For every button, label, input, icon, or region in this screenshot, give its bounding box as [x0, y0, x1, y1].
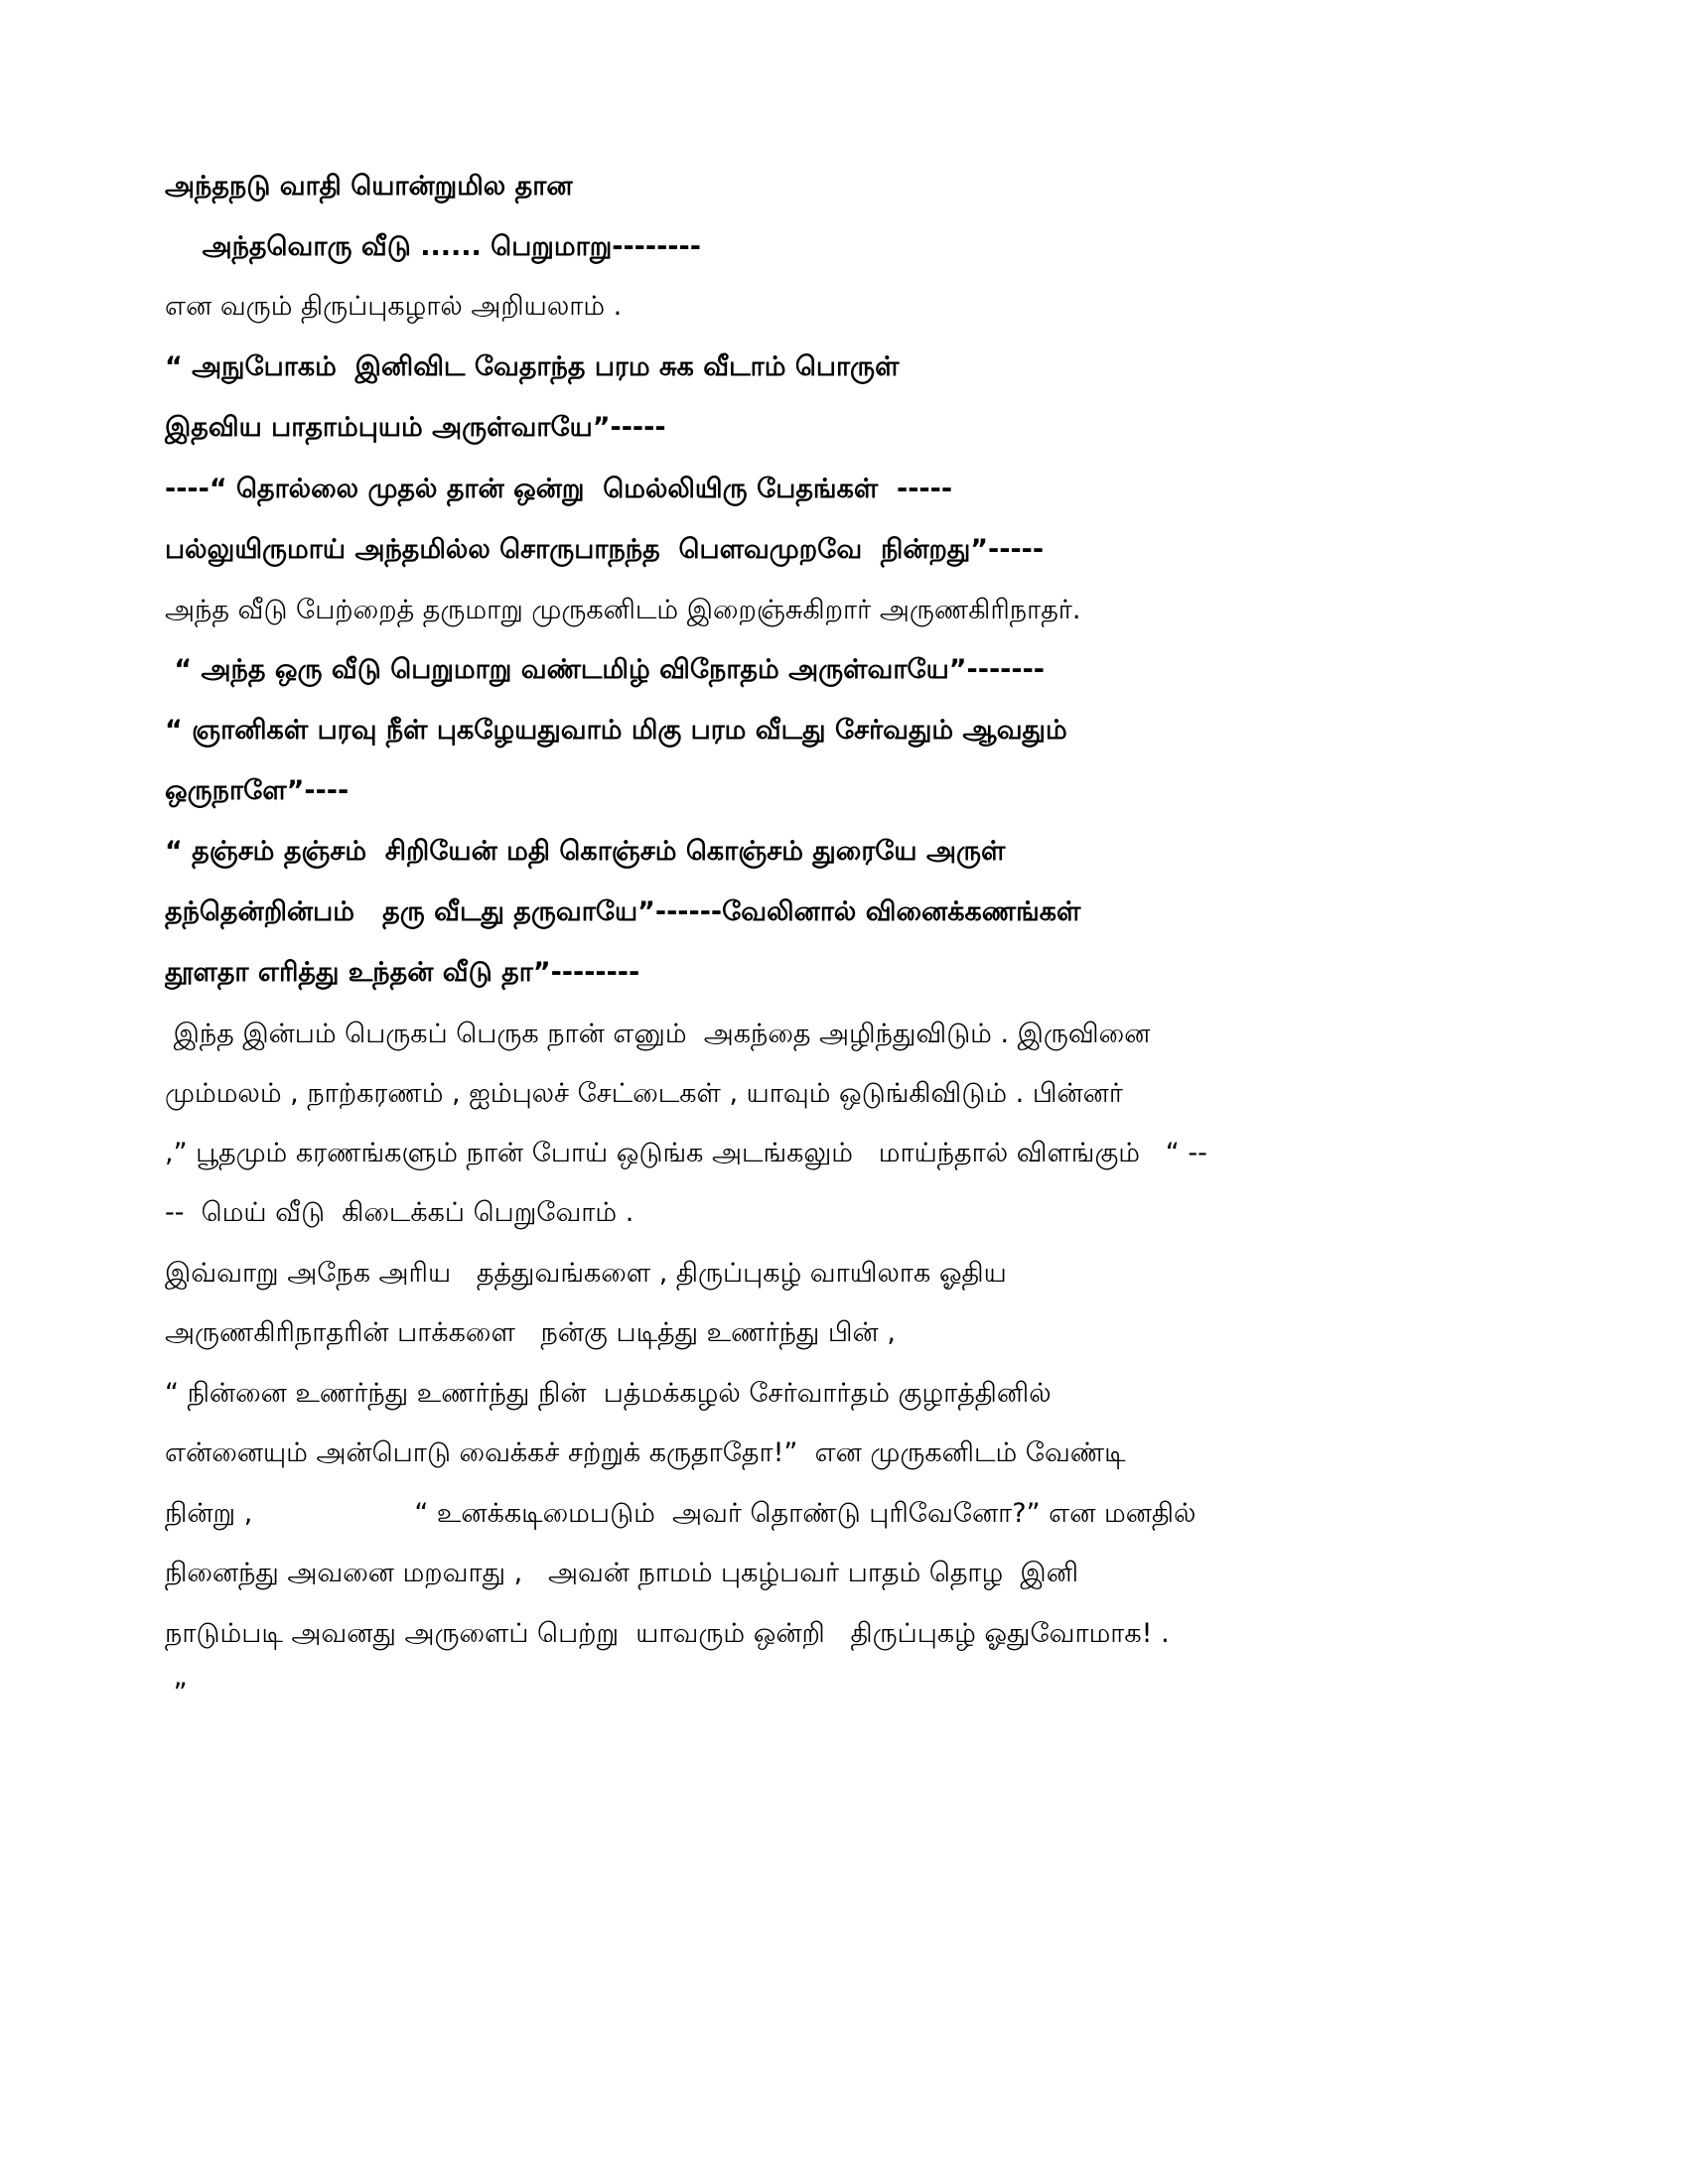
- text-line: மும்மலம் , நாற்கரணம் , ஐம்புலச் சேட்டைகள் , யாவும் ஒடுங்கிவிடும் . பின்னர்: [165, 1078, 1123, 1109]
- text-line: அருணகிரிநாதரின் பாக்களை நன்கு படித்து உணர்ந்து பின் ,: [165, 1317, 896, 1348]
- text-line: “ தஞ்சம் தஞ்சம் சிறியேன் மதி கொஞ்சம் கொஞ்சம் துரையே அருள்: [165, 836, 1006, 867]
- text-line: அந்தவொரு வீடு ...... பெறுமாறு--------: [165, 231, 701, 262]
- text-line: இவ்வாறு அநேக அரிய தத்துவங்களை , திருப்புகழ் வாயிலாக ஓதிய: [165, 1258, 1007, 1289]
- text-line: தந்தென்றின்பம் தரு வீடது தருவாயே”------வேலினால் வினைக்கணங்கள்: [165, 896, 1081, 927]
- text-line: ,” பூதமும் கரணங்களும் நான் போய் ஒடுங்க அடங்கலும் மாய்ந்தால் விளங்கும் “ --: [165, 1138, 1207, 1168]
- text-line: பல்லுயிருமாய் அந்தமில்ல சொருபாநந்த பௌவமுறவே நின்றது”-----: [165, 534, 1045, 565]
- text-line: “ அநுபோகம் இனிவிட வேதாந்த பரம சுக வீடாம் பொருள்: [165, 351, 900, 382]
- text-line: ”: [165, 1678, 188, 1708]
- text-line: “ அந்த ஒரு வீடு பெறுமாறு வண்டமிழ் விநோதம் அருள்வாயே”-------: [165, 654, 1045, 685]
- text-line: அந்தநடு வாதி யொன்றுமில தான: [165, 171, 573, 202]
- text-line: தூளதா எரித்து உந்தன் வீடு தா”--------: [165, 957, 640, 988]
- text-line: நாடும்படி அவனது அருளைப் பெற்று யாவரும் ஒன்றி திருப்புகழ் ஓதுவோமாக! .: [165, 1618, 1170, 1649]
- text-line: ----“ தொல்லை முதல் தான் ஒன்று மெல்லியிரு பேதங்கள் -----: [165, 474, 953, 504]
- text-line: இதவிய பாதாம்புயம் அருள்வாயே”-----: [165, 412, 666, 443]
- text-line: ஒருநாளே”----: [165, 775, 350, 806]
- text-line: இந்த இன்பம் பெருகப் பெருக நான் எனும் அகந்தை அழிந்துவிடும் . இருவினை: [165, 1019, 1151, 1049]
- text-line: அந்த வீடு பேற்றைத் தருமாறு முருகனிடம் இறைஞ்சுகிறார் அருணகிரிநாதர்.: [165, 595, 1081, 625]
- text-line: என வரும் திருப்புகழால் அறியலாம் .: [165, 291, 623, 322]
- text-line: “ நின்னை உணர்ந்து உணர்ந்து நின் பத்மக்கழல் சேர்வார்தம் குழாத்தினில்: [165, 1378, 1052, 1409]
- text-line: “ ஞானிகள் பரவு நீள் புகழேயதுவாம் மிகு பரம வீடது சேர்வதும் ஆவதும்: [165, 715, 1067, 746]
- text-line: நின்று , “ உனக்கடிமைபடும் அவர் தொண்டு புரிவேனோ?” என மனதில்: [165, 1498, 1196, 1529]
- text-line: நினைந்து அவனை மறவாது , அவன் நாமம் புகழ்பவர் பாதம் தொழ இனி: [165, 1558, 1078, 1588]
- text-line: என்னையும் அன்பொடு வைக்கச் சற்றுக் கருதாதோ!” என முருகனிடம் வேண்டி: [165, 1437, 1126, 1468]
- text-line: -- மெய் வீடு கிடைக்கப் பெறுவோம் .: [165, 1197, 634, 1228]
